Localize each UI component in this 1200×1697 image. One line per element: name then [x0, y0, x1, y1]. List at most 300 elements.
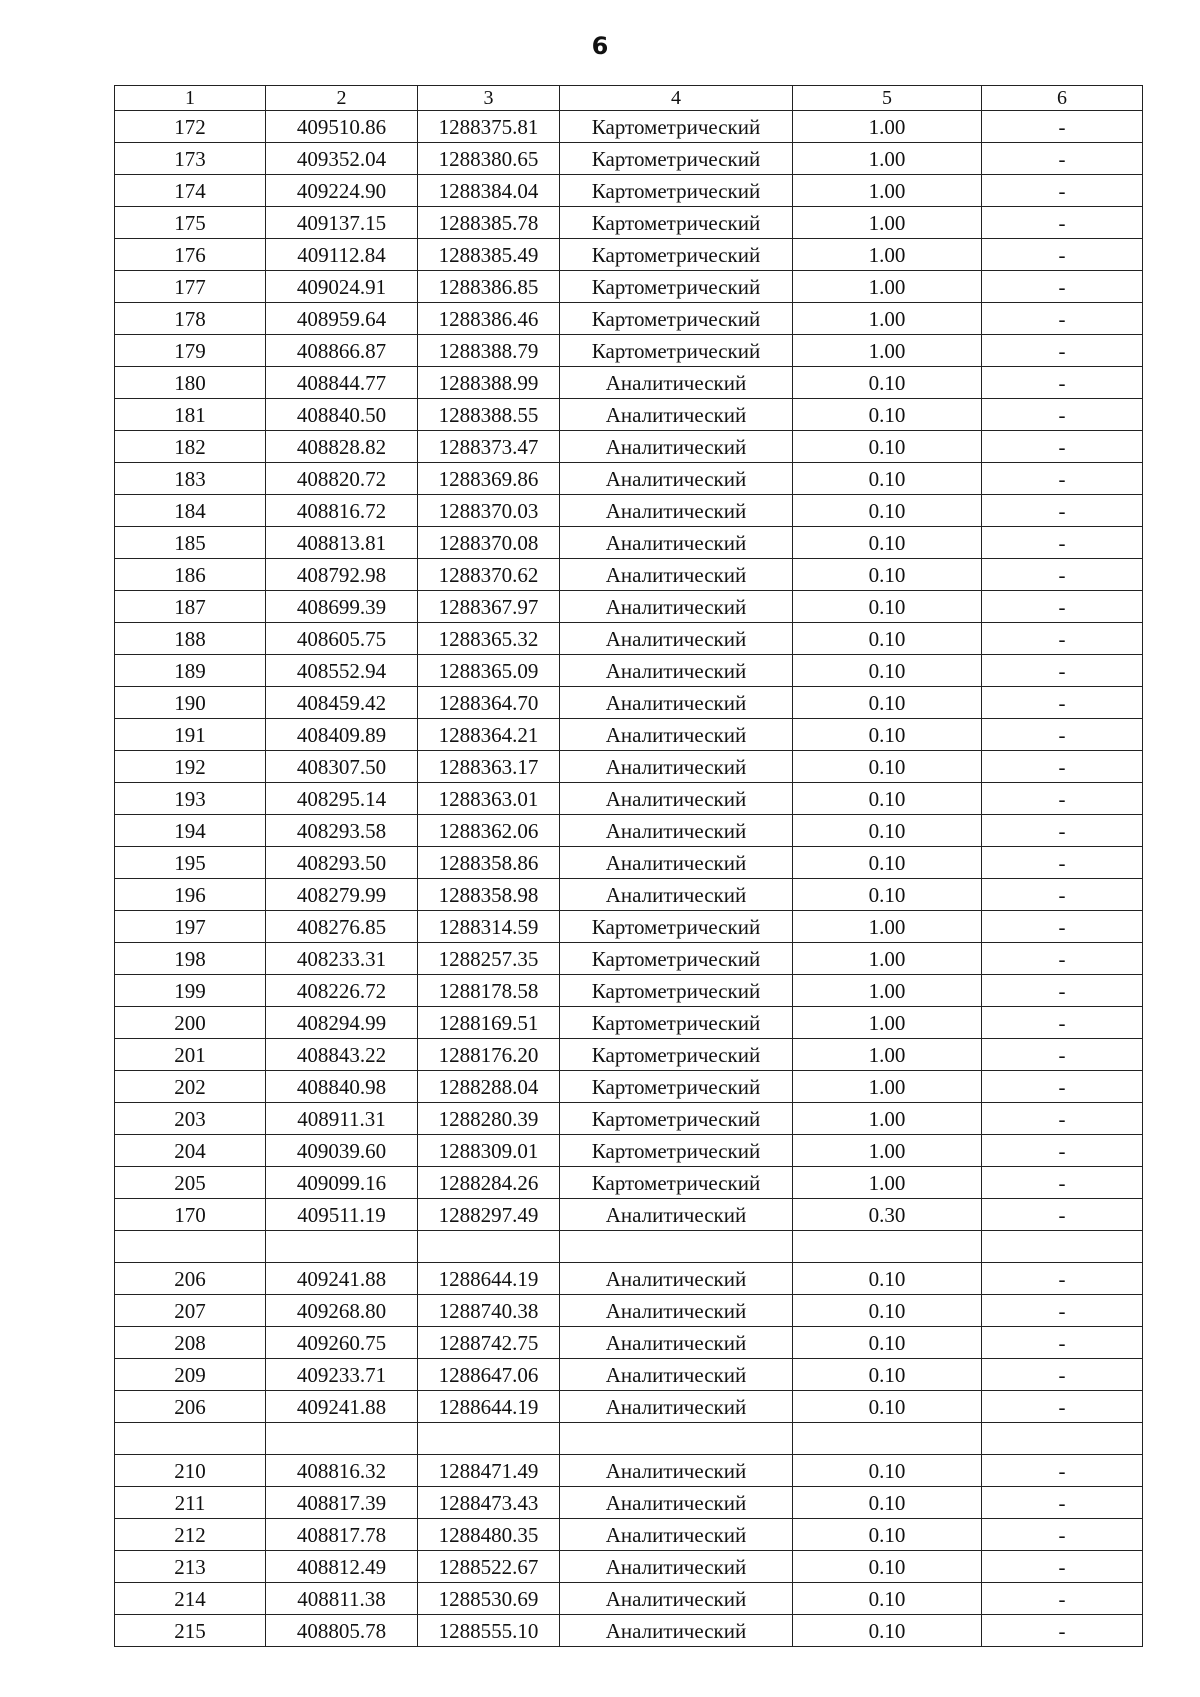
cell-note: -	[982, 1327, 1143, 1359]
cell-point-number: 206	[115, 1263, 266, 1295]
cell-x-coordinate: 409024.91	[266, 271, 418, 303]
cell-y-coordinate	[418, 1231, 560, 1263]
table-header-row	[115, 86, 1143, 111]
cell-point-number: 188	[115, 623, 266, 655]
cell-x-coordinate: 409112.84	[266, 239, 418, 271]
cell-note: -	[982, 879, 1143, 911]
cell-accuracy: 0.10	[793, 1359, 982, 1391]
cell-accuracy: 1.00	[793, 207, 982, 239]
table-row	[115, 1039, 1143, 1071]
cell-y-coordinate: 1288364.70	[418, 687, 560, 719]
cell-note: -	[982, 1519, 1143, 1551]
cell-x-coordinate: 408817.39	[266, 1487, 418, 1519]
cell-x-coordinate: 408279.99	[266, 879, 418, 911]
cell-x-coordinate: 408840.50	[266, 399, 418, 431]
table-row	[115, 1327, 1143, 1359]
table-row	[115, 1455, 1143, 1487]
cell-note: -	[982, 1359, 1143, 1391]
cell-accuracy: 0.10	[793, 431, 982, 463]
cell-method: Картометрический	[560, 1039, 793, 1071]
cell-method: Картометрический	[560, 1071, 793, 1103]
header-cell-6: 6	[982, 86, 1143, 111]
cell-accuracy: 0.10	[793, 655, 982, 687]
cell-point-number: 205	[115, 1167, 266, 1199]
cell-note: -	[982, 1487, 1143, 1519]
cell-point-number: 206	[115, 1391, 266, 1423]
cell-note: -	[982, 1199, 1143, 1231]
cell-x-coordinate: 409241.88	[266, 1263, 418, 1295]
cell-point-number: 203	[115, 1103, 266, 1135]
cell-method: Аналитический	[560, 879, 793, 911]
cell-accuracy: 0.10	[793, 1615, 982, 1647]
cell-accuracy: 1.00	[793, 1007, 982, 1039]
cell-x-coordinate: 408816.32	[266, 1455, 418, 1487]
table-row	[115, 207, 1143, 239]
cell-accuracy: 1.00	[793, 239, 982, 271]
cell-x-coordinate: 408276.85	[266, 911, 418, 943]
cell-method: Аналитический	[560, 783, 793, 815]
cell-y-coordinate: 1288369.86	[418, 463, 560, 495]
table-row	[115, 687, 1143, 719]
cell-note: -	[982, 1551, 1143, 1583]
cell-method: Картометрический	[560, 271, 793, 303]
table-row	[115, 367, 1143, 399]
cell-accuracy: 1.00	[793, 303, 982, 335]
cell-y-coordinate: 1288284.26	[418, 1167, 560, 1199]
cell-method: Аналитический	[560, 1263, 793, 1295]
cell-y-coordinate: 1288647.06	[418, 1359, 560, 1391]
cell-y-coordinate: 1288176.20	[418, 1039, 560, 1071]
cell-method: Аналитический	[560, 367, 793, 399]
cell-method: Аналитический	[560, 1359, 793, 1391]
cell-accuracy: 1.00	[793, 143, 982, 175]
cell-point-number: 215	[115, 1615, 266, 1647]
cell-method: Аналитический	[560, 847, 793, 879]
table-row	[115, 1263, 1143, 1295]
cell-accuracy: 0.10	[793, 1263, 982, 1295]
cell-x-coordinate: 408828.82	[266, 431, 418, 463]
cell-x-coordinate: 408911.31	[266, 1103, 418, 1135]
cell-accuracy: 0.10	[793, 367, 982, 399]
table-row	[115, 879, 1143, 911]
cell-y-coordinate: 1288388.79	[418, 335, 560, 367]
cell-method: Картометрический	[560, 335, 793, 367]
cell-note: -	[982, 655, 1143, 687]
cell-y-coordinate: 1288297.49	[418, 1199, 560, 1231]
coordinates-table	[114, 85, 1143, 1647]
cell-method: Аналитический	[560, 1295, 793, 1327]
table-row	[115, 623, 1143, 655]
cell-y-coordinate: 1288471.49	[418, 1455, 560, 1487]
cell-accuracy: 0.10	[793, 1551, 982, 1583]
cell-point-number: 211	[115, 1487, 266, 1519]
cell-point-number: 179	[115, 335, 266, 367]
cell-method: Аналитический	[560, 463, 793, 495]
cell-point-number: 212	[115, 1519, 266, 1551]
table-row	[115, 751, 1143, 783]
cell-accuracy: 0.10	[793, 1327, 982, 1359]
cell-point-number: 195	[115, 847, 266, 879]
cell-note: -	[982, 1039, 1143, 1071]
cell-x-coordinate: 409260.75	[266, 1327, 418, 1359]
cell-accuracy: 0.10	[793, 463, 982, 495]
table-body	[115, 86, 1143, 1647]
cell-point-number: 201	[115, 1039, 266, 1071]
cell-y-coordinate: 1288373.47	[418, 431, 560, 463]
table-row	[115, 1167, 1143, 1199]
cell-note: -	[982, 751, 1143, 783]
table-row	[115, 1199, 1143, 1231]
cell-x-coordinate: 409224.90	[266, 175, 418, 207]
cell-x-coordinate: 408459.42	[266, 687, 418, 719]
header-cell-1: 1	[115, 86, 266, 111]
cell-point-number: 196	[115, 879, 266, 911]
cell-accuracy: 0.30	[793, 1199, 982, 1231]
cell-accuracy: 0.10	[793, 751, 982, 783]
cell-note: -	[982, 1615, 1143, 1647]
table-row	[115, 911, 1143, 943]
header-cell-3: 3	[418, 86, 560, 111]
cell-y-coordinate: 1288169.51	[418, 1007, 560, 1039]
cell-note: -	[982, 815, 1143, 847]
table-row	[115, 943, 1143, 975]
cell-method: Аналитический	[560, 1551, 793, 1583]
cell-x-coordinate: 409233.71	[266, 1359, 418, 1391]
cell-point-number: 185	[115, 527, 266, 559]
cell-x-coordinate: 409137.15	[266, 207, 418, 239]
cell-x-coordinate: 408409.89	[266, 719, 418, 751]
cell-method: Картометрический	[560, 143, 793, 175]
cell-method: Картометрический	[560, 1007, 793, 1039]
table-row	[115, 271, 1143, 303]
cell-accuracy: 0.10	[793, 719, 982, 751]
cell-x-coordinate: 408959.64	[266, 303, 418, 335]
cell-y-coordinate: 1288370.62	[418, 559, 560, 591]
cell-y-coordinate: 1288740.38	[418, 1295, 560, 1327]
cell-x-coordinate: 408294.99	[266, 1007, 418, 1039]
cell-point-number: 177	[115, 271, 266, 303]
cell-accuracy: 1.00	[793, 111, 982, 143]
cell-x-coordinate	[266, 1231, 418, 1263]
cell-y-coordinate: 1288386.46	[418, 303, 560, 335]
cell-x-coordinate: 408866.87	[266, 335, 418, 367]
cell-note: -	[982, 143, 1143, 175]
cell-point-number: 197	[115, 911, 266, 943]
table-separator-row	[115, 1423, 1143, 1455]
table-row	[115, 1519, 1143, 1551]
cell-y-coordinate: 1288309.01	[418, 1135, 560, 1167]
cell-accuracy: 1.00	[793, 911, 982, 943]
cell-note: -	[982, 943, 1143, 975]
cell-y-coordinate: 1288370.08	[418, 527, 560, 559]
cell-method: Аналитический	[560, 399, 793, 431]
cell-x-coordinate: 408811.38	[266, 1583, 418, 1615]
cell-note: -	[982, 335, 1143, 367]
cell-point-number: 198	[115, 943, 266, 975]
cell-note	[982, 1231, 1143, 1263]
cell-point-number: 186	[115, 559, 266, 591]
table-row	[115, 1551, 1143, 1583]
cell-note: -	[982, 431, 1143, 463]
cell-method: Аналитический	[560, 591, 793, 623]
cell-accuracy: 1.00	[793, 271, 982, 303]
cell-note	[982, 1423, 1143, 1455]
cell-method: Картометрический	[560, 1167, 793, 1199]
table-row	[115, 655, 1143, 687]
cell-note: -	[982, 1167, 1143, 1199]
cell-method: Аналитический	[560, 1519, 793, 1551]
cell-method: Картометрический	[560, 239, 793, 271]
cell-method: Аналитический	[560, 719, 793, 751]
cell-method: Аналитический	[560, 1487, 793, 1519]
table-row	[115, 1295, 1143, 1327]
cell-point-number: 204	[115, 1135, 266, 1167]
cell-accuracy: 1.00	[793, 1103, 982, 1135]
table-row	[115, 335, 1143, 367]
cell-accuracy: 0.10	[793, 591, 982, 623]
cell-method: Аналитический	[560, 1391, 793, 1423]
cell-point-number: 181	[115, 399, 266, 431]
cell-method	[560, 1231, 793, 1263]
cell-x-coordinate: 408805.78	[266, 1615, 418, 1647]
table-row	[115, 431, 1143, 463]
cell-note: -	[982, 783, 1143, 815]
cell-accuracy: 1.00	[793, 175, 982, 207]
header-cell-4: 4	[560, 86, 793, 111]
cell-point-number: 208	[115, 1327, 266, 1359]
cell-y-coordinate: 1288388.99	[418, 367, 560, 399]
cell-y-coordinate: 1288388.55	[418, 399, 560, 431]
cell-y-coordinate: 1288362.06	[418, 815, 560, 847]
cell-x-coordinate: 409099.16	[266, 1167, 418, 1199]
header-cell-2: 2	[266, 86, 418, 111]
cell-x-coordinate: 409352.04	[266, 143, 418, 175]
cell-accuracy: 0.10	[793, 1487, 982, 1519]
cell-method: Картометрический	[560, 911, 793, 943]
cell-accuracy: 0.10	[793, 399, 982, 431]
cell-note: -	[982, 239, 1143, 271]
cell-x-coordinate: 408552.94	[266, 655, 418, 687]
cell-accuracy: 1.00	[793, 1135, 982, 1167]
cell-method: Аналитический	[560, 623, 793, 655]
table-row	[115, 1007, 1143, 1039]
cell-x-coordinate: 408699.39	[266, 591, 418, 623]
table-row	[115, 175, 1143, 207]
cell-point-number: 175	[115, 207, 266, 239]
cell-y-coordinate: 1288522.67	[418, 1551, 560, 1583]
table-row	[115, 559, 1143, 591]
cell-method: Картометрический	[560, 975, 793, 1007]
cell-point-number	[115, 1231, 266, 1263]
cell-point-number: 209	[115, 1359, 266, 1391]
cell-y-coordinate: 1288380.65	[418, 143, 560, 175]
table-row	[115, 495, 1143, 527]
cell-x-coordinate: 408226.72	[266, 975, 418, 1007]
cell-accuracy	[793, 1423, 982, 1455]
cell-method: Картометрический	[560, 943, 793, 975]
cell-note: -	[982, 399, 1143, 431]
cell-accuracy: 0.10	[793, 1583, 982, 1615]
cell-accuracy: 1.00	[793, 335, 982, 367]
cell-accuracy: 1.00	[793, 1167, 982, 1199]
cell-x-coordinate	[266, 1423, 418, 1455]
cell-x-coordinate: 408605.75	[266, 623, 418, 655]
cell-point-number: 191	[115, 719, 266, 751]
cell-accuracy: 1.00	[793, 943, 982, 975]
cell-accuracy: 0.10	[793, 623, 982, 655]
table-row	[115, 399, 1143, 431]
cell-accuracy: 0.10	[793, 559, 982, 591]
header-cell-5: 5	[793, 86, 982, 111]
cell-y-coordinate: 1288530.69	[418, 1583, 560, 1615]
table-row	[115, 239, 1143, 271]
cell-note: -	[982, 1071, 1143, 1103]
cell-point-number: 192	[115, 751, 266, 783]
cell-note: -	[982, 111, 1143, 143]
cell-x-coordinate: 409241.88	[266, 1391, 418, 1423]
cell-point-number: 210	[115, 1455, 266, 1487]
cell-note: -	[982, 175, 1143, 207]
cell-accuracy: 0.10	[793, 1455, 982, 1487]
cell-point-number: 182	[115, 431, 266, 463]
cell-method: Аналитический	[560, 1583, 793, 1615]
cell-point-number: 184	[115, 495, 266, 527]
cell-method: Аналитический	[560, 431, 793, 463]
cell-note: -	[982, 1103, 1143, 1135]
cell-point-number: 180	[115, 367, 266, 399]
cell-y-coordinate: 1288386.85	[418, 271, 560, 303]
cell-point-number: 207	[115, 1295, 266, 1327]
cell-method: Аналитический	[560, 687, 793, 719]
cell-note: -	[982, 1583, 1143, 1615]
cell-x-coordinate: 409268.80	[266, 1295, 418, 1327]
table-row	[115, 1583, 1143, 1615]
cell-note: -	[982, 687, 1143, 719]
cell-note: -	[982, 1455, 1143, 1487]
cell-x-coordinate: 409039.60	[266, 1135, 418, 1167]
cell-x-coordinate: 408233.31	[266, 943, 418, 975]
cell-method: Аналитический	[560, 1615, 793, 1647]
table-row	[115, 1359, 1143, 1391]
cell-accuracy: 0.10	[793, 1391, 982, 1423]
cell-x-coordinate: 408293.58	[266, 815, 418, 847]
cell-method: Аналитический	[560, 1455, 793, 1487]
cell-x-coordinate: 408843.22	[266, 1039, 418, 1071]
cell-accuracy: 0.10	[793, 847, 982, 879]
cell-point-number: 170	[115, 1199, 266, 1231]
cell-y-coordinate: 1288385.78	[418, 207, 560, 239]
cell-x-coordinate: 408307.50	[266, 751, 418, 783]
cell-y-coordinate: 1288363.01	[418, 783, 560, 815]
cell-note: -	[982, 591, 1143, 623]
cell-note: -	[982, 207, 1143, 239]
cell-point-number: 183	[115, 463, 266, 495]
cell-note: -	[982, 367, 1143, 399]
cell-y-coordinate: 1288288.04	[418, 1071, 560, 1103]
table-row	[115, 527, 1143, 559]
cell-point-number: 200	[115, 1007, 266, 1039]
table-row	[115, 815, 1143, 847]
cell-x-coordinate: 408812.49	[266, 1551, 418, 1583]
cell-y-coordinate: 1288358.98	[418, 879, 560, 911]
table-row	[115, 847, 1143, 879]
cell-y-coordinate	[418, 1423, 560, 1455]
cell-point-number: 202	[115, 1071, 266, 1103]
table-row	[115, 1487, 1143, 1519]
table-row	[115, 143, 1143, 175]
cell-y-coordinate: 1288280.39	[418, 1103, 560, 1135]
cell-method: Аналитический	[560, 751, 793, 783]
cell-note: -	[982, 303, 1143, 335]
cell-method: Аналитический	[560, 655, 793, 687]
cell-point-number: 173	[115, 143, 266, 175]
cell-y-coordinate: 1288257.35	[418, 943, 560, 975]
cell-point-number: 193	[115, 783, 266, 815]
cell-point-number	[115, 1423, 266, 1455]
table-row	[115, 303, 1143, 335]
cell-point-number: 190	[115, 687, 266, 719]
table-row	[115, 1391, 1143, 1423]
cell-y-coordinate: 1288364.21	[418, 719, 560, 751]
cell-x-coordinate: 408293.50	[266, 847, 418, 879]
table-row	[115, 975, 1143, 1007]
cell-y-coordinate: 1288358.86	[418, 847, 560, 879]
cell-note: -	[982, 559, 1143, 591]
table-row	[115, 783, 1143, 815]
cell-point-number: 189	[115, 655, 266, 687]
cell-y-coordinate: 1288178.58	[418, 975, 560, 1007]
page-number: 6	[591, 32, 609, 60]
cell-y-coordinate: 1288375.81	[418, 111, 560, 143]
cell-accuracy: 0.10	[793, 1295, 982, 1327]
table-row	[115, 719, 1143, 751]
cell-method	[560, 1423, 793, 1455]
cell-note: -	[982, 1263, 1143, 1295]
cell-y-coordinate: 1288644.19	[418, 1391, 560, 1423]
table-row	[115, 463, 1143, 495]
cell-x-coordinate: 408792.98	[266, 559, 418, 591]
cell-y-coordinate: 1288555.10	[418, 1615, 560, 1647]
cell-note: -	[982, 463, 1143, 495]
cell-accuracy: 0.10	[793, 783, 982, 815]
cell-y-coordinate: 1288480.35	[418, 1519, 560, 1551]
table-row	[115, 111, 1143, 143]
cell-note: -	[982, 719, 1143, 751]
cell-x-coordinate: 408844.77	[266, 367, 418, 399]
cell-accuracy: 1.00	[793, 975, 982, 1007]
cell-y-coordinate: 1288367.97	[418, 591, 560, 623]
cell-y-coordinate: 1288365.09	[418, 655, 560, 687]
cell-note: -	[982, 911, 1143, 943]
cell-point-number: 172	[115, 111, 266, 143]
cell-accuracy: 1.00	[793, 1039, 982, 1071]
cell-point-number: 178	[115, 303, 266, 335]
cell-point-number: 194	[115, 815, 266, 847]
cell-method: Аналитический	[560, 1327, 793, 1359]
cell-x-coordinate: 408840.98	[266, 1071, 418, 1103]
cell-method: Картометрический	[560, 303, 793, 335]
cell-method: Аналитический	[560, 559, 793, 591]
cell-y-coordinate: 1288385.49	[418, 239, 560, 271]
cell-point-number: 214	[115, 1583, 266, 1615]
cell-y-coordinate: 1288384.04	[418, 175, 560, 207]
cell-y-coordinate: 1288473.43	[418, 1487, 560, 1519]
cell-accuracy: 0.10	[793, 495, 982, 527]
cell-accuracy: 0.10	[793, 687, 982, 719]
cell-note: -	[982, 527, 1143, 559]
cell-note: -	[982, 1135, 1143, 1167]
cell-method: Аналитический	[560, 495, 793, 527]
